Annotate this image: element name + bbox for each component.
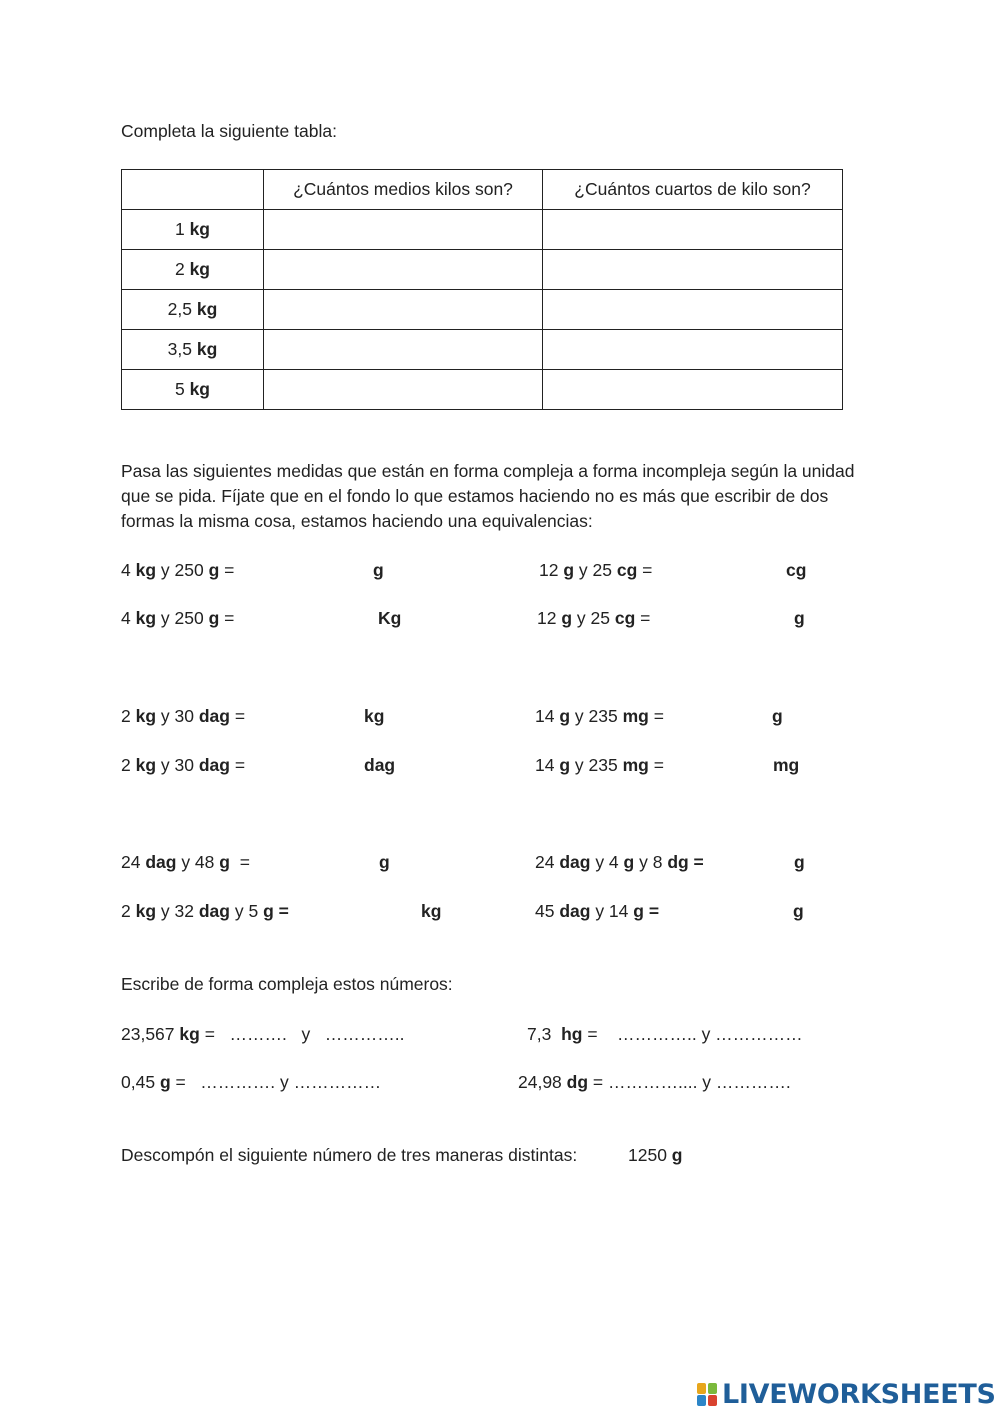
answer-cell[interactable] <box>543 370 843 410</box>
exercise-3-unit: Kg <box>378 608 402 628</box>
table-row <box>122 210 843 250</box>
answer-cell[interactable] <box>264 250 543 290</box>
exercise-7: 2 kg y 30 dag = <box>121 755 246 775</box>
liveworksheets-logo <box>697 1378 996 1410</box>
conversion-table <box>121 169 843 410</box>
exercise-11: 2 kg y 32 dag y 5 g = <box>121 901 289 921</box>
exercise-5-unit: kg <box>364 706 385 726</box>
exercise-12-unit: g <box>793 901 804 921</box>
exercise-3: 4 kg y 250 g = <box>121 608 235 628</box>
exercise-10-unit: g <box>794 852 805 872</box>
exercise-9-unit: g <box>379 852 390 872</box>
row-label: 1 kg <box>122 210 264 250</box>
exercise-6-unit: g <box>772 706 783 726</box>
header-medios-kilos: ¿Cuántos medios kilos son? <box>264 170 543 210</box>
exercise-1: 4 kg y 250 g = <box>121 560 235 580</box>
table-header-row <box>122 170 843 210</box>
table-instruction: Completa la siguiente tabla: <box>121 121 337 141</box>
row-label: 3,5 kg <box>122 330 264 370</box>
exercise-2-unit: cg <box>786 560 807 580</box>
header-cuartos-kilo: ¿Cuántos cuartos de kilo son? <box>543 170 843 210</box>
answer-cell[interactable] <box>543 290 843 330</box>
exercise-11-unit: kg <box>421 901 442 921</box>
exercise-9: 24 dag y 48 g = <box>121 852 250 872</box>
exercise-7-unit: dag <box>364 755 396 775</box>
descompon-number: 1250 g <box>628 1145 683 1165</box>
answer-cell[interactable] <box>264 290 543 330</box>
compleja-item-2: 7,3 hg = ………….. y …………… <box>527 1024 803 1044</box>
logo-blocks-icon <box>697 1381 719 1407</box>
exercise-12: 45 dag y 14 g = <box>535 901 660 921</box>
header-cell-empty <box>122 170 264 210</box>
row-label: 2 kg <box>122 250 264 290</box>
compleja-item-1: 23,567 kg = ………. y ………….. <box>121 1024 405 1044</box>
descompon-instruction: Descompón el siguiente número de tres maneras distintas: <box>121 1145 578 1165</box>
exercise-8-unit: mg <box>773 755 800 775</box>
table-row <box>122 330 843 370</box>
exercise-8: 14 g y 235 mg = <box>535 755 664 775</box>
compleja-instruction: Escribe de forma compleja estos números: <box>121 974 453 994</box>
table-row <box>122 250 843 290</box>
row-label: 2,5 kg <box>122 290 264 330</box>
instructions-paragraph: Pasa las siguientes medidas que están en forma compleja a forma incompleja según la unidad que se pida. Fíjate que en el fondo lo que estamos haciendo no es más que escribir de dos formas la misma cosa, estamos haciendo una equivalencias: <box>121 461 855 531</box>
exercise-2: 12 g y 25 cg = <box>539 560 653 580</box>
exercise-4-unit: g <box>794 608 805 628</box>
exercise-4: 12 g y 25 cg = <box>537 608 651 628</box>
compleja-item-3: 0,45 g = …………. y …………… <box>121 1072 382 1092</box>
row-label: 5 kg <box>122 370 264 410</box>
answer-cell[interactable] <box>543 250 843 290</box>
exercise-10: 24 dag y 4 g y 8 dg = <box>535 852 704 872</box>
exercise-5: 2 kg y 30 dag = <box>121 706 246 726</box>
answer-cell[interactable] <box>543 330 843 370</box>
exercise-6: 14 g y 235 mg = <box>535 706 664 726</box>
logo-text: LIVEWORKSHEETS <box>722 1378 996 1410</box>
table-row <box>122 290 843 330</box>
answer-cell[interactable] <box>543 210 843 250</box>
compleja-item-4: 24,98 dg = ………….... y …………. <box>518 1072 791 1092</box>
exercise-1-unit: g <box>373 560 384 580</box>
table-row <box>122 370 843 410</box>
answer-cell[interactable] <box>264 330 543 370</box>
answer-cell[interactable] <box>264 210 543 250</box>
answer-cell[interactable] <box>264 370 543 410</box>
